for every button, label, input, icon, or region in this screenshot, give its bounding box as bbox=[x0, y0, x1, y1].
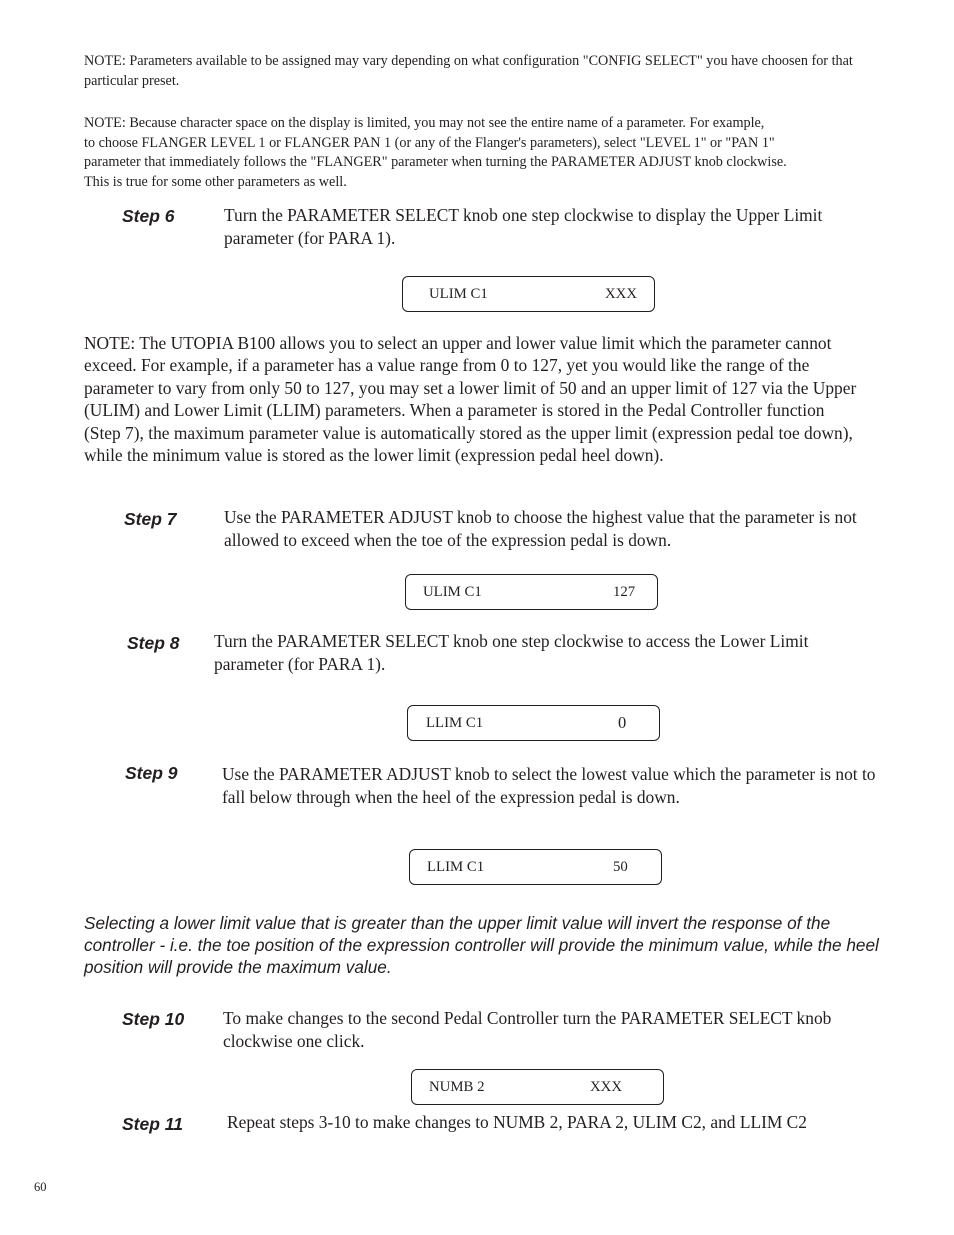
step-10-text: To make changes to the second Pedal Controller turn the PARAMETER SELECT knob clockwise one click. bbox=[223, 1008, 832, 1051]
lcd-label: ULIM C1 bbox=[429, 286, 488, 302]
lcd-display-ulim-127 bbox=[405, 574, 658, 610]
step-6-label: Step 6 bbox=[122, 206, 175, 226]
display-note-line: NOTE: Because character space on the display is limited, you may not see the entire name of a parameter. For example, bbox=[84, 115, 765, 131]
lcd-label: LLIM C1 bbox=[427, 859, 485, 875]
limit-note: NOTE: The UTOPIA B100 allows you to select an upper and lower value limit which the parameter cannot exceed. For example, if a parameter has a value range from 0 to 127, yet you would like the range of the parameter to vary from only 50 to 127, you may set a lower limit of 50 and an upper limit of 127 via the Upper (ULIM) and Lower Limit (LLIM) parameters. When a parameter is stored in the Pedal Controller function (Step 7), the maximum parameter value is automatically stored as the upper limit (expression pedal toe down), while the minimum value is stored as the lower limit (expression pedal heel down). bbox=[84, 333, 857, 466]
step-11-label: Step 11 bbox=[122, 1114, 183, 1134]
step-7-text: Use the PARAMETER ADJUST knob to choose the highest value that the parameter is not allowed to exceed when the toe of the expression pedal is down. bbox=[224, 507, 857, 550]
lcd-label: NUMB 2 bbox=[429, 1079, 485, 1095]
lcd-value: 127 bbox=[613, 584, 636, 600]
lcd-label: LLIM C1 bbox=[426, 715, 484, 731]
page-number: 60 bbox=[34, 1180, 47, 1194]
step-7-label: Step 7 bbox=[124, 509, 177, 529]
lcd-value: 0 bbox=[618, 713, 627, 732]
step-9-label: Step 9 bbox=[125, 763, 178, 783]
step-11-text: Repeat steps 3-10 to make changes to NUMB 2, PARA 2, ULIM C2, and LLIM C2 bbox=[227, 1112, 807, 1132]
lcd-value: 50 bbox=[613, 859, 628, 875]
display-note-line: to choose FLANGER LEVEL 1 or FLANGER PAN 1 (or any of the Flanger's parameters), select "LEVEL 1" or "PAN 1" bbox=[84, 134, 775, 151]
lcd-value: XXX bbox=[605, 286, 638, 302]
config-note: NOTE: Parameters available to be assigned may vary depending on what configuration "CONFIG SELECT" you have choosen for that particular preset. bbox=[84, 53, 853, 89]
display-note-line: parameter that immediately follows the "FLANGER" parameter when turning the PARAMETER ADJUST knob clockwise. bbox=[84, 154, 787, 171]
step-9-text: Use the PARAMETER ADJUST knob to select the lowest value which the parameter is not to fall below through when the heel of the expression pedal is down. bbox=[222, 764, 876, 807]
lcd-display-ulim-xxx bbox=[402, 276, 655, 312]
lcd-label: ULIM C1 bbox=[423, 584, 482, 600]
lcd-display-llim-50 bbox=[409, 849, 662, 885]
step-10-label: Step 10 bbox=[122, 1009, 185, 1029]
lcd-value: XXX bbox=[590, 1079, 623, 1095]
display-note-line: This is true for some other parameters as well. bbox=[84, 173, 347, 190]
invert-note: Selecting a lower limit value that is greater than the upper limit value will invert the response of the controller - i.e. the toe position of the expression controller will provide the minimum value, while the heel position will provide the maximum value. bbox=[84, 913, 879, 978]
step-6-text: Turn the PARAMETER SELECT knob one step clockwise to display the Upper Limit parameter (for PARA 1). bbox=[224, 205, 823, 248]
lcd-display-numb2-xxx bbox=[411, 1069, 664, 1105]
display-note bbox=[84, 114, 884, 192]
step-8-text: Turn the PARAMETER SELECT knob one step clockwise to access the Lower Limit parameter (for PARA 1). bbox=[214, 631, 809, 674]
step-8-label: Step 8 bbox=[127, 633, 180, 653]
lcd-display-llim-0 bbox=[407, 705, 660, 741]
